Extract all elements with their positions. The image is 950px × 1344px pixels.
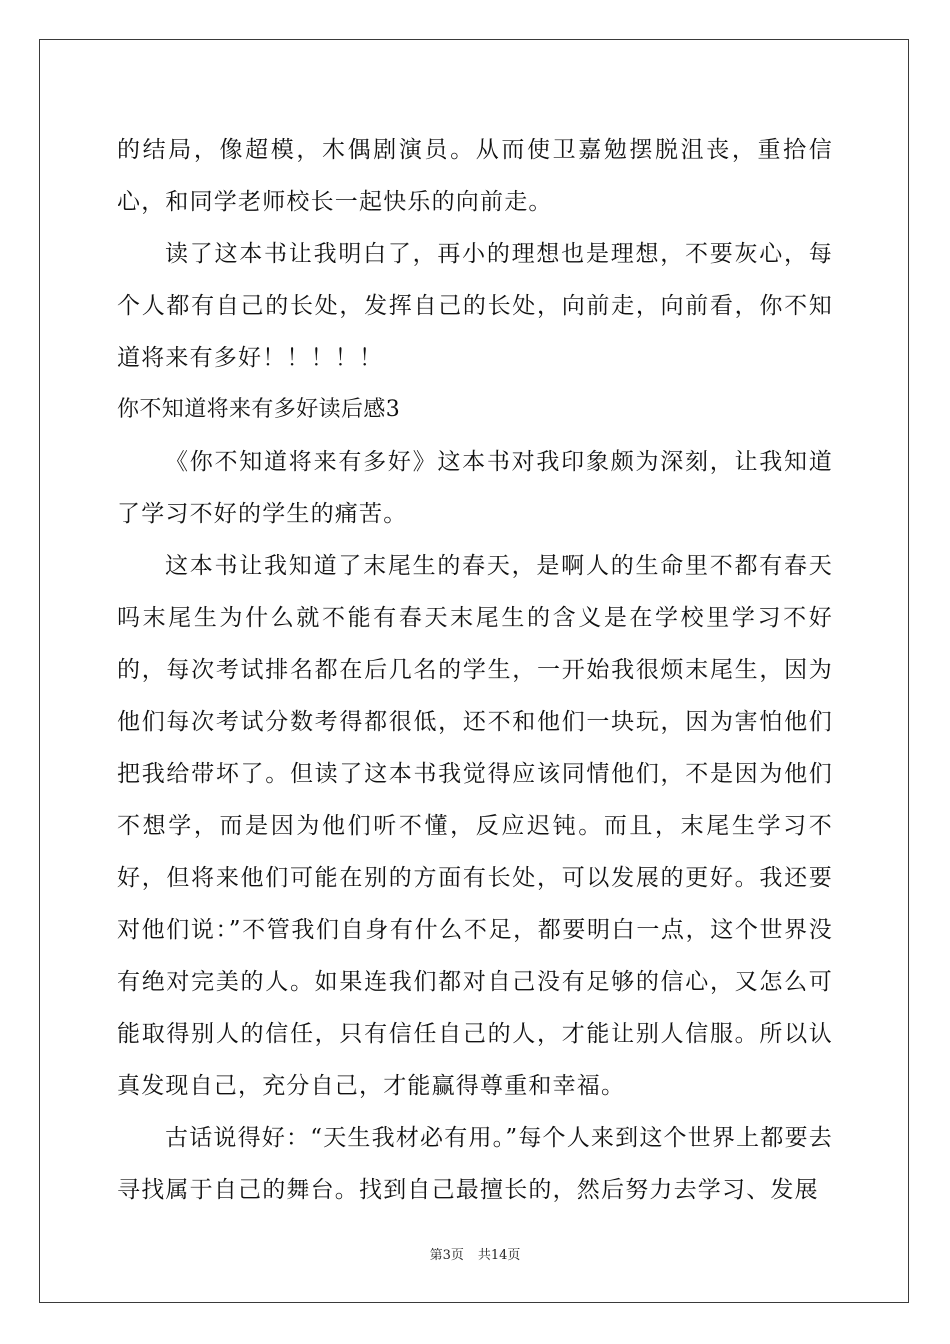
page-footer: [0, 1247, 950, 1265]
paragraph-reflection: 读了这本书让我明白了，再小的理想也是理想，不要灰心，每个人都有自己的长处，发挥自己的长处，向前走，向前看，你不知道将来有多好！！！！！: [117, 241, 833, 371]
paragraph-proverb: 古话说得好：“天生我材必有用。”每个人来到这个世界上都要去寻找属于自己的舞台。找到自己最擅长的，然后努力去学习、发展: [117, 1125, 833, 1203]
paragraph-intro: 《你不知道将来有多好》这本书对我印象颇为深刻，让我知道了学习不好的学生的痛苦。: [117, 449, 833, 527]
page-total: 共14页: [477, 1248, 521, 1263]
paragraph-ending: 的结局，像超模，木偶剧演员。从而使卫嘉勉摆脱沮丧，重拾信心，和同学老师校长一起快乐的向前走。: [117, 137, 833, 215]
section-heading: 你不知道将来有多好读后感3: [117, 397, 401, 422]
paragraph-main: 这本书让我知道了末尾生的春天，是啊人的生命里不都有春天吗末尾生为什么就不能有春天末尾生的含义是在学校里学习不好的，每次考试排名都在后几名的学生，一开始我很烦末尾生，因为他们每次考试分数考得都很低，还不和他们一块玩，因为害怕他们把我给带坏了。但读了这本书我觉得应该同情他们，不是因为他们不想学，而是因为他们听不懂，反应迟钝。而且，末尾生学习不好，但将来他们可能在别的方面有长处，可以发展的更好。我还要对他们说：”不管我们自身有什么不足，都要明白一点，这个世界没有绝对完美的人。如果连我们都对自己没有足够的信心，又怎么可能取得别人的信任，只有信任自己的人，才能让别人信服。所以认真发现自己，充分自己，才能赢得尊重和幸福。: [117, 553, 833, 1099]
document-body: [117, 124, 833, 1216]
page-number: 第3页: [429, 1248, 464, 1263]
